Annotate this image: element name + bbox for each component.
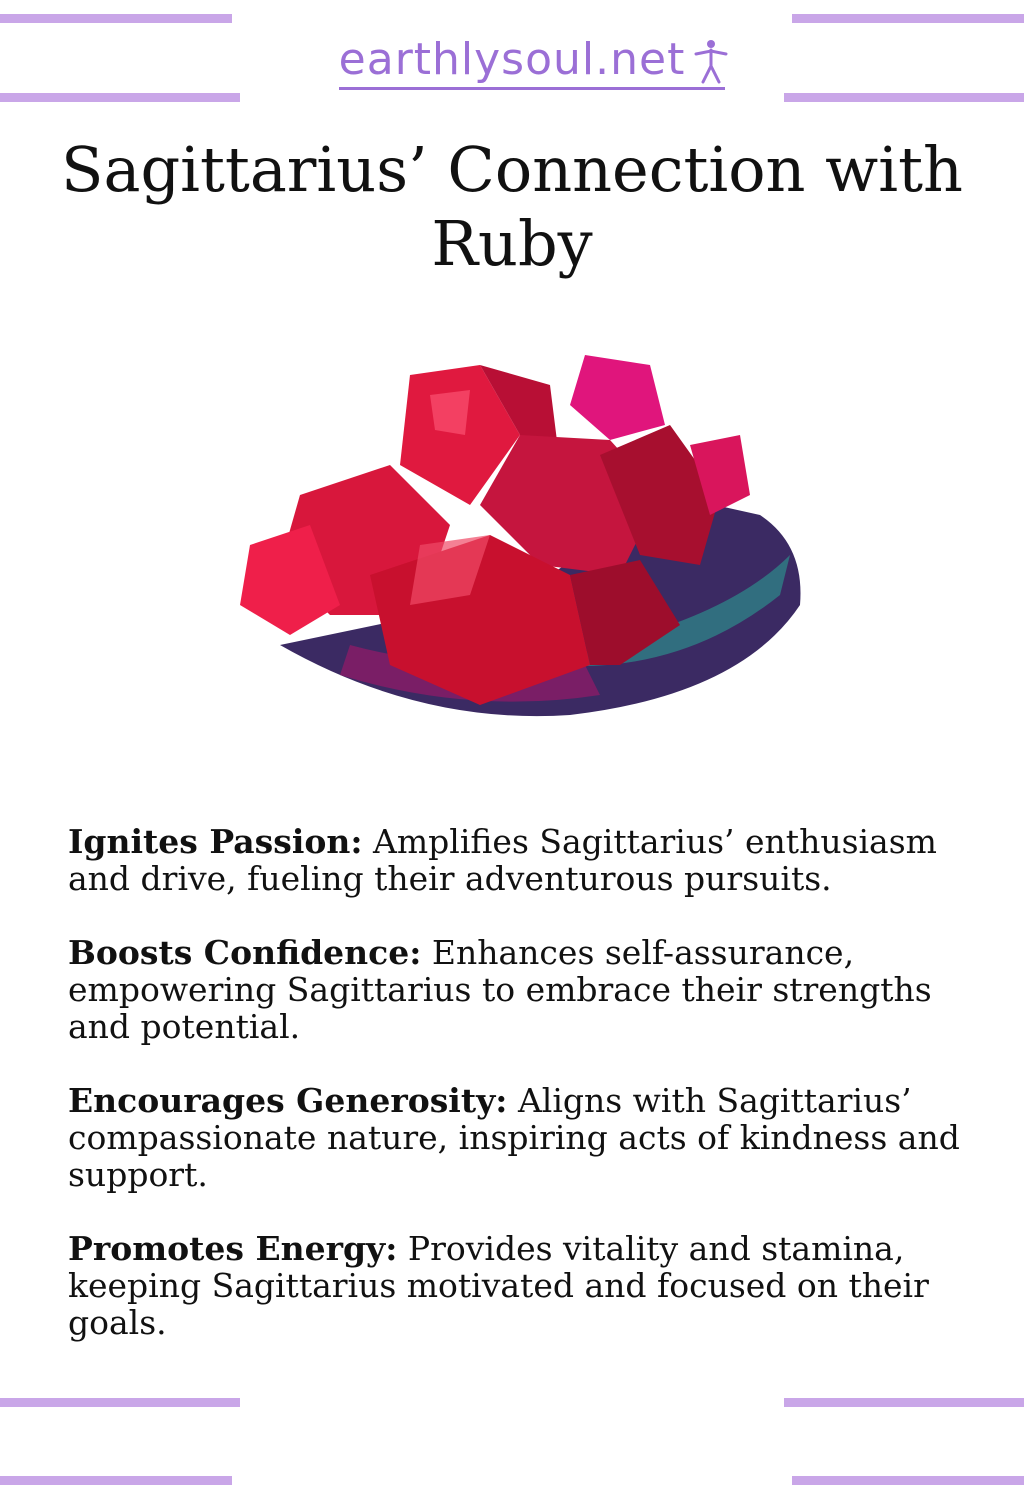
top-left-bar <box>0 14 232 23</box>
dancer-icon <box>693 38 729 84</box>
item-heading: Boosts Confidence: <box>68 933 422 972</box>
logo-text: earthlysoul.net <box>338 34 686 85</box>
top-right-bar-lower <box>784 93 1024 102</box>
bottom-left-bar <box>0 1398 240 1407</box>
ruby-crystal-image <box>220 345 805 725</box>
item-heading: Encourages Generosity: <box>68 1081 508 1120</box>
top-left-bar-lower <box>0 93 240 102</box>
logo-underline <box>339 87 726 90</box>
list-item <box>68 934 968 1045</box>
site-logo[interactable] <box>0 36 1024 90</box>
item-text: Amplifies Sagittarius’ enthusiasm and drive, fueling their adventurous pursuits. <box>68 822 937 898</box>
list-item <box>68 1082 968 1193</box>
benefits-list <box>68 790 968 1378</box>
item-text: Aligns with Sagittarius’ compassionate nature, inspiring acts of kindness and support. <box>68 1081 960 1194</box>
item-text: Enhances self-assurance, empowering Sagittarius to embrace their strengths and potential. <box>68 933 932 1046</box>
item-text: Provides vitality and stamina, keeping Sagittarius motivated and focused on their goals. <box>68 1229 929 1342</box>
bottom-right-bar-lower <box>792 1476 1024 1485</box>
list-item <box>68 1230 968 1341</box>
item-heading: Promotes Energy: <box>68 1229 398 1268</box>
item-heading: Ignites Passion: <box>68 822 363 861</box>
bottom-right-bar <box>784 1398 1024 1407</box>
list-item <box>68 823 968 897</box>
bottom-left-bar-lower <box>0 1476 232 1485</box>
page-title: Sagittarius’ Connection with Ruby <box>61 133 963 280</box>
top-right-bar <box>792 14 1024 23</box>
